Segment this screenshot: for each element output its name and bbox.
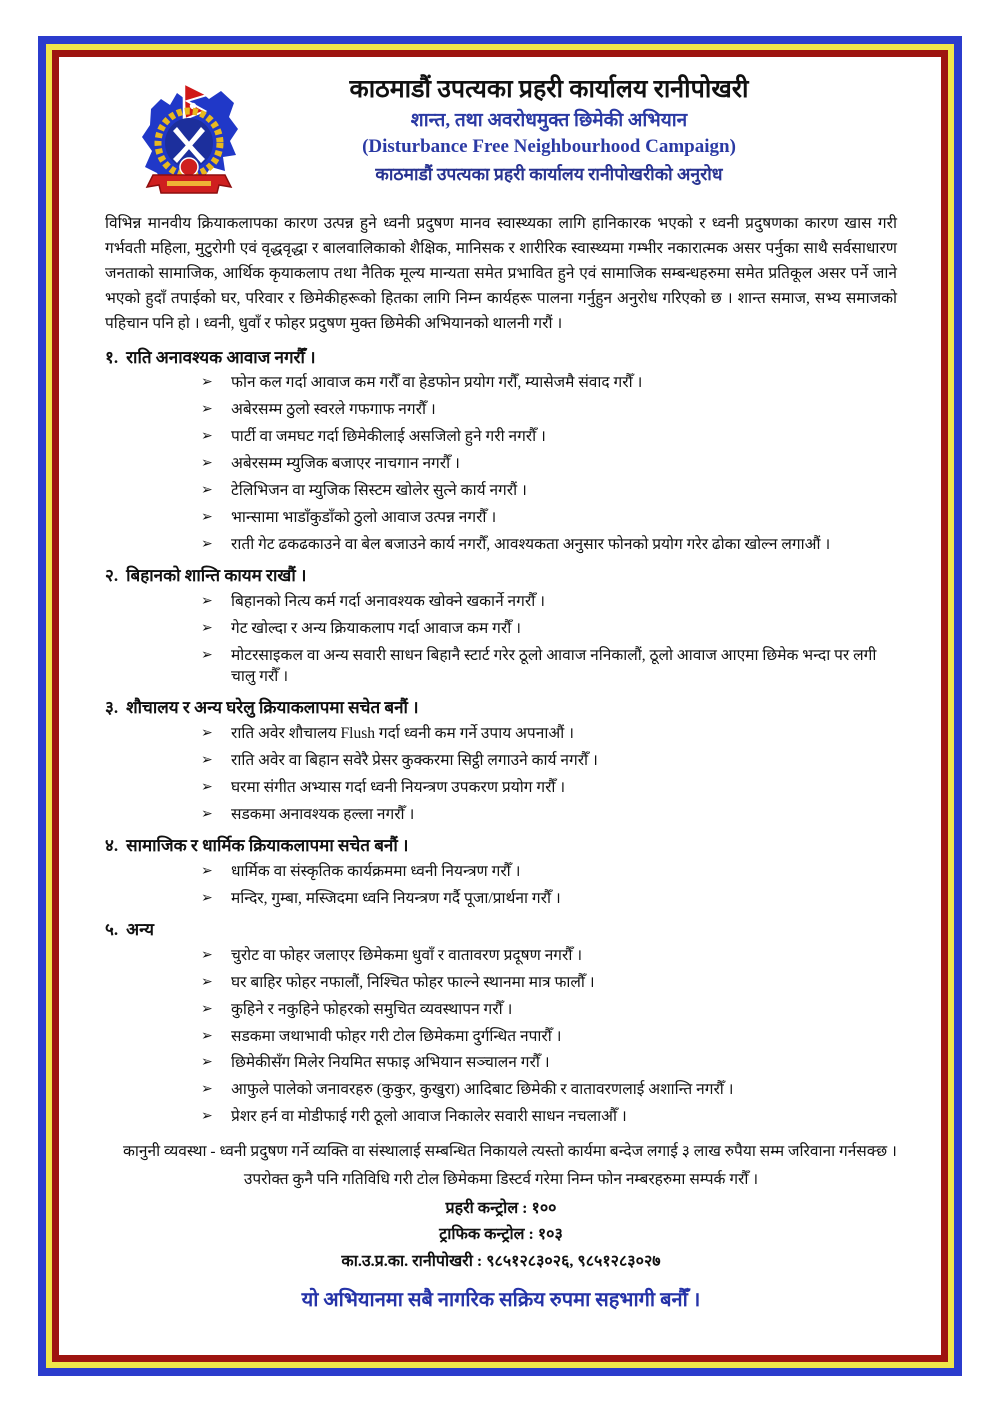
arrow-bullet-icon: ➢ <box>201 890 213 906</box>
bullet-item <box>105 426 897 447</box>
intro-paragraph: विभिन्न मानवीय क्रियाकलापका कारण उत्पन्न हुने ध्वनी प्रदुषण मानव स्वास्थ्यका लागि हानिकारक भएको र ध्वनी प्रदुषणका कारण खास गरी गर्भवती महिला, मुटुरोगी एवं वृद्धवृद्धा र बालवालिकाको शैक्षिक, मानिसक र शारीरिक स्वास्थ्यमा गम्भीर नकारात्मक असर पर्नुका साथै सर्वसाधारण जनताको सामाजिक, आर्थिक कृयाकलाप तथा नैतिक मूल्य मान्यता समेत प्रभावित हुने एवं सामाजिक सम्बन्धहरुमा समेत प्रतिकूल असर पर्ने जाने भएको हुदाँ तपाईको घर, परिवार र छिमेकीहरूको हितका लागि निम्न कार्यहरू पालना गर्नुहुन अनुरोध गरिएको छ । शान्त समाज, सभ्य समाजको पहिचान पनि हो । ध्वनी, धुवाँ र फोहर प्रदुषण मुक्त छिमेकी अभियानको थालनी गरौं । <box>105 215 897 333</box>
page-border-blue <box>38 36 962 1376</box>
bullet-text: कुहिने र नकुहिने फोहरको समुचित व्यवस्थापन गरौँ । <box>231 1000 513 1018</box>
section-heading-5 <box>105 918 897 942</box>
arrow-bullet-icon: ➢ <box>201 402 213 418</box>
bullet-text: राति अवेर वा बिहान सवेरै प्रेसर कुक्करमा सिट्ठी लगाउने कार्य नगरौँ । <box>231 751 598 769</box>
bullet-item <box>105 399 897 420</box>
section-title: बिहानको शान्ति कायम राखौं । <box>126 565 307 585</box>
arrow-bullet-icon: ➢ <box>201 429 213 445</box>
bullet-text: मोटरसाइकल वा अन्य सवारी साधन बिहानै स्टार्ट गरेर ठूलो आवाज ननिकालौं, ठूलो आवाज आएमा छिमेक भन्दा पर लगी चालु गरौँ । <box>231 646 877 685</box>
bullet-text: प्रेशर हर्न वा मोडीफाई गरी ठूलो आवाज निकालेर सवारी साधन नचलाऔँ । <box>231 1108 627 1126</box>
arrow-bullet-icon: ➢ <box>201 593 213 609</box>
arrow-bullet-icon: ➢ <box>201 482 213 498</box>
arrow-bullet-icon: ➢ <box>201 947 213 963</box>
bullet-item <box>105 723 897 744</box>
campaign-title-english: (Disturbance Free Neighbourhood Campaign) <box>362 136 736 158</box>
request-line: काठमाडौं उपत्यका प्रहरी कार्यालय रानीपोखरीको अनुरोध <box>375 163 723 184</box>
bullet-text: टेलिभिजन वा म्युजिक सिस्टम खोलेर सुत्ने कार्य नगरौं । <box>231 481 527 499</box>
bullet-item <box>105 1106 897 1127</box>
arrow-bullet-icon: ➢ <box>201 1001 213 1017</box>
bullet-item <box>105 861 897 882</box>
section-number: १. <box>105 347 119 367</box>
bullet-text: भान्सामा भाडाँकुडाँको ठुलो आवाज उत्पन्न नगरौँ । <box>231 508 497 526</box>
bullet-text: राति अवेर शौचालय Flush गर्दा ध्वनी कम गर्ने उपाय अपनाऔं । <box>231 725 574 743</box>
contact-phone-line: ट्राफिक कन्ट्रोल : १०३ <box>439 1226 563 1244</box>
page-border-yellow <box>46 44 954 1368</box>
bullet-item <box>105 777 897 798</box>
bullet-item <box>105 372 897 393</box>
contact-phone-line: प्रहरी कन्ट्रोल : १०० <box>445 1199 557 1217</box>
bullet-item <box>105 645 897 688</box>
bullet-text: मन्दिर, गुम्बा, मस्जिदमा ध्वनि नियन्त्रण गर्दै पूजा/प्रार्थना गरौँ । <box>231 889 561 907</box>
arrow-bullet-icon: ➢ <box>201 863 213 879</box>
bullet-text: राती गेट ढकढकाउने वा बेल बजाउने कार्य नगरौँ, आवश्यकता अनुसार फोनको प्रयोग गरेर ढोका खोल्न लगाऔं । <box>231 535 831 553</box>
page-border-red <box>52 50 948 1362</box>
section-title: अन्य <box>126 920 154 940</box>
section-number: ५. <box>105 920 119 940</box>
bullet-text: घरमा संगीत अभ्यास गर्दा ध्वनी नियन्त्रण उपकरण प्रयोग गरौँ । <box>231 778 566 796</box>
bullet-item <box>105 1079 897 1100</box>
document-content <box>59 57 941 1355</box>
bullet-item <box>105 999 897 1020</box>
bullet-item <box>105 750 897 771</box>
bullet-item <box>105 591 897 612</box>
contact-list <box>105 1196 897 1277</box>
arrow-bullet-icon: ➢ <box>201 647 213 663</box>
arrow-bullet-icon: ➢ <box>201 974 213 990</box>
bullet-text: अबेरसम्म म्युजिक बजाएर नाचगान नगरौँ । <box>231 454 460 472</box>
bullet-text: घर बाहिर फोहर नफालौं, निश्चित फोहर फाल्ने स्थानमा मात्र फालौँ । <box>231 973 595 991</box>
contact-phone-line: का.उ.प्र.का. रानीपोखरी : ९८५१२८३०२६, ९८५१२८३०२७ <box>341 1253 661 1271</box>
section-number: ४. <box>105 836 119 856</box>
campaign-title-nepali: शान्त, तथा अवरोधमुक्त छिमेकी अभियान <box>410 109 688 131</box>
bullet-item <box>105 618 897 639</box>
bullet-item <box>105 1026 897 1047</box>
arrow-bullet-icon: ➢ <box>201 620 213 636</box>
office-title: काठमाडौं उपत्यका प्रहरी कार्यालय रानीपोखरी <box>349 76 749 103</box>
document-header <box>105 73 897 205</box>
nepal-police-emblem-icon <box>137 75 241 201</box>
arrow-bullet-icon: ➢ <box>201 509 213 525</box>
badge-icon <box>180 158 198 176</box>
arrow-bullet-icon: ➢ <box>201 779 213 795</box>
legal-provision: कानुनी व्यवस्था - ध्वनी प्रदुषण गर्ने व्यक्ति वा संस्थालाई सम्बन्धित निकायले त्यस्तो कार्यमा बन्देज लगाई ३ लाख रुपैया सम्म जरिवाना गर्नसक्छ । <box>123 1142 897 1160</box>
campaign-sections <box>105 346 897 1128</box>
section-heading-3 <box>105 696 897 720</box>
arrow-bullet-icon: ➢ <box>201 536 213 552</box>
bullet-item <box>105 945 897 966</box>
bullet-text: गेट खोल्दा र अन्य क्रियाकलाप गर्दा आवाज कम गरौँ । <box>231 619 522 637</box>
contact-intro: उपरोक्त कुनै पनि गतिविधि गरी टोल छिमेकमा डिस्टर्व गरेमा निम्न फोन नम्बरहरुमा सम्पर्क गरौँ । <box>243 1171 759 1189</box>
bullet-text: सडकमा जथाभावी फोहर गरी टोल छिमेकमा दुर्गन्धित नपारौँ । <box>231 1027 562 1045</box>
section-title: राति अनावश्यक आवाज नगरौँ । <box>126 347 316 367</box>
arrow-bullet-icon: ➢ <box>201 726 213 742</box>
section-number: ३. <box>105 698 119 718</box>
bullet-text: सडकमा अनावश्यक हल्ला नगरौँ । <box>231 805 415 823</box>
section-number: २. <box>105 565 119 585</box>
arrow-bullet-icon: ➢ <box>201 375 213 391</box>
section-heading-4 <box>105 834 897 858</box>
bullet-text: चुरोट वा फोहर जलाएर छिमेकमा धुवाँ र वातावरण प्रदूषण नगरौँ । <box>231 946 583 964</box>
arrow-bullet-icon: ➢ <box>201 1109 213 1125</box>
section-heading-1 <box>105 346 897 370</box>
bullet-text: पार्टी वा जमघट गर्दा छिमेकीलाई असजिलो हुने गरी नगरौँ । <box>231 428 546 446</box>
bullet-item <box>105 972 897 993</box>
bullet-item <box>105 888 897 909</box>
bullet-item <box>105 1052 897 1073</box>
bullet-item <box>105 480 897 501</box>
bullet-item <box>105 804 897 825</box>
bullet-item <box>105 453 897 474</box>
arrow-bullet-icon: ➢ <box>201 1082 213 1098</box>
arrow-bullet-icon: ➢ <box>201 1028 213 1044</box>
bullet-text: आफुले पालेको जनावरहरु (कुकुर, कुखुरा) आदिबाट छिमेकी र वातावरणलाई अशान्ति नगरौँ । <box>231 1081 734 1099</box>
bullet-text: बिहानको नित्य कर्म गर्दा अनावश्यक खोक्ने खकार्ने नगरौँ । <box>231 592 545 610</box>
section-title: सामाजिक र धार्मिक क्रियाकलापमा सचेत बनौं । <box>126 836 409 856</box>
bullet-item <box>105 507 897 528</box>
section-heading-2 <box>105 564 897 588</box>
section-title: शौचालय र अन्य घरेलु क्रियाकलापमा सचेत बनौं । <box>126 698 419 718</box>
bullet-item <box>105 534 897 555</box>
arrow-bullet-icon: ➢ <box>201 1055 213 1071</box>
bullet-text: फोन कल गर्दा आवाज कम गरौँ वा हेडफोन प्रयोग गरौँ, म्यासेजमै संवाद गरौँ । <box>231 374 643 392</box>
arrow-bullet-icon: ➢ <box>201 455 213 471</box>
closing-line: यो अभियानमा सबै नागरिक सक्रिय रुपमा सहभागी बनौँ । <box>301 1289 701 1312</box>
bullet-text: छिमेकीसँग मिलेर नियमित सफाइ अभियान सञ्चालन गरौँ । <box>231 1054 550 1072</box>
bullet-text: धार्मिक वा संस्कृतिक कार्यक्रममा ध्वनी नियन्त्रण गरौँ । <box>231 862 521 880</box>
arrow-bullet-icon: ➢ <box>201 806 213 822</box>
bullet-text: अबेरसम्म ठुलो स्वरले गफगाफ नगरौँ । <box>231 401 436 419</box>
arrow-bullet-icon: ➢ <box>201 752 213 768</box>
